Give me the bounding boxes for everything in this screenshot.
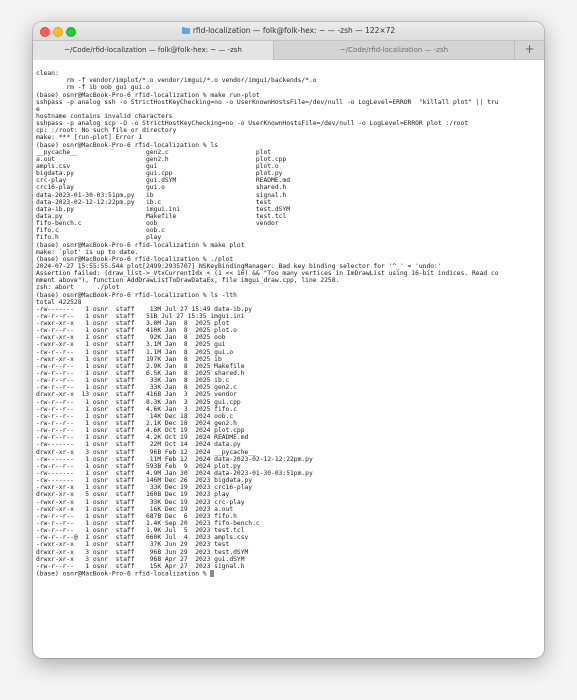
terminal-line: -rwxr-xr-x 1 osnr staff 3.1M Jan 8 2025 gui xyxy=(36,341,226,349)
new-tab-button[interactable]: + xyxy=(524,42,535,56)
terminal-line: -rw-r--r-- 1 osnr staff 8.3K Jan 3 2025 gui.cpp xyxy=(36,398,241,406)
terminal-line: -rwxr-xr-x 1 osnr staff 197K Jan 8 2025 ib xyxy=(36,355,222,363)
terminal-line: rm -f ib oob gui gui.o xyxy=(36,84,150,92)
terminal-line: -rw-r--r-- 1 osnr staff 410K Jan 8 2025 plot.o xyxy=(36,327,237,335)
terminal-line xyxy=(36,63,541,70)
folder-icon xyxy=(182,28,190,34)
terminal-line: -rw-r--r-- 1 osnr staff 4.6K Jan 3 2025 fifo.c xyxy=(36,405,237,413)
text-cursor xyxy=(210,570,214,577)
terminal-line: a.out gen2.h plot.cpp xyxy=(36,155,287,163)
terminal-line: -rw------- 1 osnr staff 4.9M Jan 30 2024 data-2023-01-30-03:51pm.py xyxy=(36,470,313,478)
terminal-line: -rw-r--r-- 1 osnr staff 33K Jan 8 2025 gen2.c xyxy=(36,384,237,392)
terminal-line: hostname contains invalid characters xyxy=(36,112,173,120)
terminal-line: -rw-r--r-- 1 osnr staff 6.5K Jan 8 2025 shared.h xyxy=(36,370,245,378)
terminal-line: (base) osnr@MacBook-Pro-6 rfid-localization % ls -lth xyxy=(36,291,237,299)
terminal-output[interactable] xyxy=(36,63,541,655)
terminal-line: drwxr-xr-x 3 osnr staff 96B Apr 27 2023 gui.dSYM xyxy=(36,555,245,563)
terminal-line: -rwxr-xr-x 1 osnr staff 3.0M Jan 8 2025 plot xyxy=(36,320,230,328)
terminal-line: __pycache__ gen2.c plot xyxy=(36,148,272,156)
tab-rfid-localization-zsh[interactable]: ~/Code/rfid-localization — -zsh xyxy=(274,41,515,60)
terminal-line: -rw-r--r-- 1 osnr staff 33K Jan 8 2025 ib.c xyxy=(36,377,230,385)
terminal-line: -rw-r--r-- 1 osnr staff 593B Feb 9 2024 plot.py xyxy=(36,462,241,470)
terminal-line: -rw------- 1 osnr staff 13M Jul 27 15:49 data-ib.py xyxy=(36,305,253,313)
terminal-line: -rw-r--r-- 1 osnr staff 15K Apr 27 2023 signal.h xyxy=(36,562,245,570)
terminal-line: Assertion failed: (draw_list->_VtxCurrentIdx < (1 << 16) && "Too many vertices in ImDrawList using 16-bit indices. Read co xyxy=(36,270,499,278)
tab-rfid-localization-folk-hex[interactable]: ~/Code/rfid-localization — folk@folk-hex: ~ — -zsh xyxy=(33,41,274,60)
terminal-line: data-2023-02-12-12:22pm.py ib.c test xyxy=(36,198,272,206)
terminal-line: (base) osnr@MacBook-Pro-6 rfid-localization % ./plot xyxy=(36,255,234,263)
terminal-line: -rw-r--r--@ 1 osnr staff 660K Jul 4 2023 ampls.csv xyxy=(36,534,249,542)
terminal-line: (base) osnr@MacBook-Pro-6 rfid-localization % make run-plot xyxy=(36,91,260,99)
terminal-line: drwxr-xr-x 13 osnr staff 416B Jan 3 2025 vendor xyxy=(36,391,237,399)
terminal-line: -rwxr-xr-x 1 osnr staff 92K Jan 8 2025 oob xyxy=(36,334,226,342)
terminal-line: -rw-r--r-- 1 osnr staff 1.1M Jan 8 2025 gui.o xyxy=(36,348,234,356)
terminal-line: fifo.c oob.c xyxy=(36,227,165,235)
terminal-window xyxy=(33,22,544,658)
terminal-line: (base) osnr@MacBook-Pro-6 rfid-localization % make plot xyxy=(36,241,245,249)
terminal-line: crc-play gui.dSYM README.md xyxy=(36,177,291,185)
window-title xyxy=(33,25,544,37)
terminal-line: -rw-r--r-- 1 osnr staff 4.6K Oct 19 2024 plot.cpp xyxy=(36,427,245,435)
scrollbar[interactable] xyxy=(539,62,544,658)
terminal-line: drwxr-xr-x 5 osnr staff 160B Dec 19 2023 play xyxy=(36,491,230,499)
terminal-line: -rw------- 1 osnr staff 146M Dec 26 2023 bigdata.py xyxy=(36,477,253,485)
terminal-line: -rwxr-xr-x 1 osnr staff 33K Dec 19 2023 crc16-play xyxy=(36,484,253,492)
terminal-line: -rw-r--r-- 1 osnr staff 14K Dec 18 2024 oob.c xyxy=(36,412,234,420)
terminal-line: sshpass -p analog ssh -o StrictHostKeyChecking=no -o UserKnownHostsFile=/dev/null -o LogLevel=ERROR "killall plot" || tru xyxy=(36,98,499,106)
terminal-line: -rw------- 1 osnr staff 11M Feb 12 2024 data-2023-02-12-12:22pm.py xyxy=(36,455,313,463)
terminal-line: -rwxr-xr-x 1 osnr staff 16K Dec 19 2023 a.out xyxy=(36,505,234,513)
tab-bar xyxy=(33,40,544,60)
terminal-line: ampls.csv gui plot.o xyxy=(36,162,279,170)
terminal-line: make: `plot' is up to date. xyxy=(36,248,139,256)
prompt-text: (base) osnr@MacBook-Pro-6 rfid-localization % xyxy=(36,570,211,578)
terminal-line: data-2023-01-30-03:51pm.py ib signal.h xyxy=(36,191,287,199)
terminal-line: data-ib.py imgui.ini test.dSYM xyxy=(36,205,291,213)
terminal-line: clean: xyxy=(36,70,59,78)
terminal-line: e xyxy=(36,105,40,113)
terminal-line: data.py Makefile test.tcl xyxy=(36,212,287,220)
terminal-line: total 422528 xyxy=(36,298,82,306)
title-bar[interactable] xyxy=(33,22,544,40)
terminal-line: drwxr-xr-x 3 osnr staff 96B Jun 29 2023 test.dSYM xyxy=(36,548,249,556)
terminal-line: fifo-bench.c oob vendor xyxy=(36,220,279,228)
terminal-line: cp: :/root: No such file or directory xyxy=(36,127,177,135)
terminal-line: -rwxr-xr-x 1 osnr staff 33K Dec 19 2023 crc-play xyxy=(36,498,245,506)
terminal-line: -rwxr-xr-x 1 osnr staff 37K Jun 29 2023 test xyxy=(36,541,230,549)
terminal-line: -rw-r--r-- 1 osnr staff 2.9K Jan 8 2025 Makefile xyxy=(36,362,245,370)
terminal-line: -rw-r--r-- 1 osnr staff 4.2K Oct 19 2024 README.md xyxy=(36,434,249,442)
terminal-line: (base) osnr@MacBook-Pro-6 rfid-localization % ls xyxy=(36,141,218,149)
window-title-text: rfid-localization — folk@folk-hex: ~ — -zsh — 122×72 xyxy=(192,26,396,35)
terminal-line: 2024-07-27 15:55:55.544 plot[2499:2935707] NSKeyBindingManager: Bad key binding selector for '^_' = 'undo:' xyxy=(36,262,442,270)
terminal-line: -rw-r--r-- 1 osnr staff 51B Jul 27 15:35 imgui.ini xyxy=(36,312,245,320)
terminal-line: -rw-r--r-- 1 osnr staff 1.9K Jul 5 2023 test.tcl xyxy=(36,527,245,535)
terminal-line: sshpass -p analog scp -O -o StrictHostKeyChecking=no -o UserKnownHostsFile=/dev/null -o LogLevel=ERROR plot :/root xyxy=(36,120,469,128)
terminal-line: zsh: abort ./plot xyxy=(36,284,120,292)
terminal-line: -rw-r--r-- 1 osnr staff 2.1K Dec 18 2024 gen2.h xyxy=(36,420,237,428)
terminal-line: -rw-r--r-- 1 osnr staff 1.4K Sep 20 2023 fifo-bench.c xyxy=(36,520,260,527)
terminal-line: fifo.h play xyxy=(36,234,162,242)
terminal-line: -rw------- 1 osnr staff 22M Oct 14 2024 data.py xyxy=(36,441,241,449)
terminal-line: crc16-play gui.o shared.h xyxy=(36,184,287,192)
terminal-line: drwxr-xr-x 3 osnr staff 96B Feb 12 2024 __pycache__ xyxy=(36,448,256,456)
terminal-prompt-line[interactable] xyxy=(36,570,541,577)
terminal-line: -rw-r--r-- 1 osnr staff 687B Dec 6 2023 fifo.h xyxy=(36,512,237,520)
terminal-line: rm -f vendor/implot/*.o vendor/imgui/*.o vendor/imgui/backends/*.o xyxy=(36,77,317,85)
terminal-line: mment above"), function AddDrawListToDrawDataEx, file imgui_draw.cpp, line 2258. xyxy=(36,277,340,285)
terminal-line: make: *** [run-plot] Error 1 xyxy=(36,134,143,142)
terminal-line: bigdata.py gui.cpp plot.py xyxy=(36,170,283,178)
